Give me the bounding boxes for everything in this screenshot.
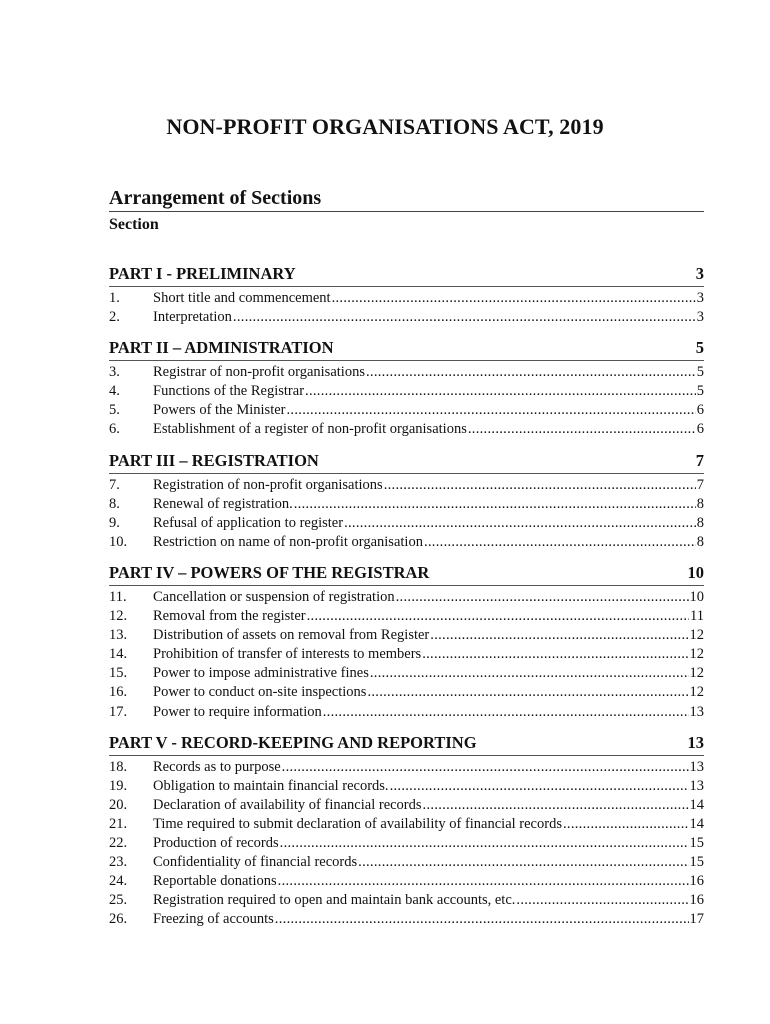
part-heading-row xyxy=(109,264,704,287)
section-title: Refusal of application to register xyxy=(153,514,344,531)
toc-entry[interactable] xyxy=(109,872,704,891)
toc-entry[interactable] xyxy=(109,910,704,929)
section-number: 19. xyxy=(109,777,128,794)
section-page-number: 10 xyxy=(689,588,704,605)
section-number: 24. xyxy=(109,873,128,890)
section-title: Power to require information xyxy=(153,703,322,720)
toc-part xyxy=(109,563,704,722)
section-title: Functions of the Registrar xyxy=(153,383,305,400)
section-number: 5. xyxy=(109,402,120,419)
dot-leader xyxy=(307,607,689,626)
dot-leader xyxy=(370,664,689,683)
part-heading-row xyxy=(109,563,704,586)
dot-leader xyxy=(367,683,688,702)
section-number: 12. xyxy=(109,608,128,625)
section-title: Reportable donations xyxy=(153,873,277,890)
dot-leader xyxy=(278,872,689,891)
section-title: Declaration of availability of financial records xyxy=(153,796,422,813)
section-title: Short title and commencement xyxy=(153,290,331,306)
toc-entry[interactable] xyxy=(109,607,704,626)
section-number: 8. xyxy=(109,495,120,512)
section-page-number: 7 xyxy=(696,476,704,493)
section-title: Establishment of a register of non-profit organisations xyxy=(153,421,467,438)
section-page-number: 13 xyxy=(689,758,704,775)
section-number: 6. xyxy=(109,421,120,438)
section-number: 10. xyxy=(109,533,128,550)
section-title: Power to conduct on-site inspections xyxy=(153,684,367,701)
dot-leader xyxy=(468,420,696,439)
section-number: 18. xyxy=(109,758,128,775)
section-number: 3. xyxy=(109,364,120,381)
section-title: Registrar of non-profit organisations xyxy=(153,364,365,381)
section-number: 9. xyxy=(109,514,120,531)
part-page-number: 13 xyxy=(687,732,704,752)
dot-leader xyxy=(344,514,696,533)
dot-leader xyxy=(280,834,689,853)
section-number: 11. xyxy=(109,588,127,605)
section-page-number: 17 xyxy=(689,911,704,928)
table-of-contents xyxy=(109,264,704,940)
dot-leader xyxy=(563,815,689,834)
section-number: 14. xyxy=(109,646,128,663)
dot-leader xyxy=(233,308,696,327)
section-page-number: 12 xyxy=(689,684,704,701)
section-page-number: 14 xyxy=(689,815,704,832)
toc-entry[interactable] xyxy=(109,664,704,683)
toc-entry[interactable] xyxy=(109,815,704,834)
section-number: 17. xyxy=(109,703,128,720)
section-title: Records as to purpose xyxy=(153,758,281,775)
section-page-number: 6 xyxy=(696,421,704,438)
toc-part xyxy=(109,451,704,552)
toc-entry[interactable] xyxy=(109,420,704,439)
section-page-number: 3 xyxy=(696,290,704,306)
section-page-number: 3 xyxy=(696,309,704,326)
dot-leader xyxy=(332,289,696,308)
section-title: Cancellation or suspension of registration xyxy=(153,588,395,605)
section-number: 22. xyxy=(109,834,128,851)
dot-leader xyxy=(422,645,688,664)
section-title: Registration of non-profit organisations xyxy=(153,476,383,493)
section-page-number: 5 xyxy=(696,364,704,381)
toc-entry[interactable] xyxy=(109,626,704,645)
section-number: 26. xyxy=(109,911,128,928)
toc-entry[interactable] xyxy=(109,495,704,514)
dot-leader xyxy=(358,853,688,872)
section-title: Time required to submit declaration of availability of financial records xyxy=(153,815,562,832)
part-heading-row xyxy=(109,338,704,361)
toc-entry[interactable] xyxy=(109,382,704,401)
dot-leader xyxy=(294,495,696,514)
toc-entry[interactable] xyxy=(109,834,704,853)
section-page-number: 8 xyxy=(696,533,704,550)
toc-entry[interactable] xyxy=(109,401,704,420)
section-title: Renewal of registration. xyxy=(153,495,293,512)
dot-leader xyxy=(423,796,689,815)
part-heading: PART III – REGISTRATION xyxy=(109,450,319,470)
dot-leader xyxy=(287,401,696,420)
toc-entry[interactable] xyxy=(109,514,704,533)
section-title: Removal from the register xyxy=(153,608,306,625)
section-title: Production of records xyxy=(153,834,279,851)
section-page-number: 16 xyxy=(689,892,704,909)
part-page-number: 3 xyxy=(695,264,704,283)
toc-entry[interactable] xyxy=(109,476,704,495)
section-page-number: 15 xyxy=(689,834,704,851)
dot-leader xyxy=(396,588,689,607)
section-title: Freezing of accounts xyxy=(153,911,274,928)
section-title: Registration required to open and maintain bank accounts, etc. xyxy=(153,892,516,909)
section-page-number: 11 xyxy=(690,608,704,625)
part-heading-row xyxy=(109,733,704,756)
section-number: 20. xyxy=(109,796,128,813)
section-page-number: 8 xyxy=(696,495,704,512)
toc-entry[interactable] xyxy=(109,289,704,308)
section-column-label: Section xyxy=(109,216,159,233)
section-page-number: 16 xyxy=(689,873,704,890)
section-number: 25. xyxy=(109,892,128,909)
document-title: NON-PROFIT ORGANISATIONS ACT, 2019 xyxy=(166,114,604,139)
toc-entry[interactable] xyxy=(109,758,704,777)
section-page-number: 12 xyxy=(689,646,704,663)
dot-leader xyxy=(430,626,688,645)
section-number: 1. xyxy=(109,290,120,306)
section-page-number: 5 xyxy=(696,383,704,400)
dot-leader xyxy=(275,910,689,929)
section-number: 2. xyxy=(109,309,120,326)
section-page-number: 14 xyxy=(689,796,704,813)
part-page-number: 7 xyxy=(695,450,704,470)
toc-part xyxy=(109,733,704,930)
part-heading-row xyxy=(109,451,704,474)
dot-leader xyxy=(282,758,689,777)
section-title: Powers of the Minister xyxy=(153,402,286,419)
section-page-number: 13 xyxy=(689,703,704,720)
dot-leader xyxy=(390,777,689,796)
section-title: Confidentiality of financial records xyxy=(153,854,358,871)
toc-entry[interactable] xyxy=(109,796,704,815)
dot-leader xyxy=(366,363,696,382)
dot-leader xyxy=(384,476,696,495)
part-heading: PART IV – POWERS OF THE REGISTRAR xyxy=(109,562,430,582)
section-number: 15. xyxy=(109,665,128,682)
dot-leader xyxy=(516,891,688,910)
part-heading: PART V - RECORD-KEEPING AND REPORTING xyxy=(109,732,477,752)
toc-entry[interactable] xyxy=(109,853,704,872)
toc-entry[interactable] xyxy=(109,891,704,910)
dot-leader xyxy=(323,703,689,722)
toc-entry[interactable] xyxy=(109,533,704,552)
section-page-number: 8 xyxy=(696,514,704,531)
part-heading: PART I - PRELIMINARY xyxy=(109,264,296,283)
toc-entry[interactable] xyxy=(109,308,704,327)
part-page-number: 5 xyxy=(695,338,704,358)
arrangement-heading: Arrangement of Sections xyxy=(109,187,704,212)
section-page-number: 15 xyxy=(689,854,704,871)
section-number: 13. xyxy=(109,627,128,644)
toc-entry[interactable] xyxy=(109,703,704,722)
toc-part xyxy=(109,338,704,439)
section-page-number: 12 xyxy=(689,665,704,682)
toc-entry[interactable] xyxy=(109,777,704,796)
section-title: Distribution of assets on removal from Register xyxy=(153,627,430,644)
section-page-number: 13 xyxy=(689,777,704,794)
section-number: 4. xyxy=(109,383,120,400)
section-title: Power to impose administrative fines xyxy=(153,665,369,682)
dot-leader xyxy=(424,533,696,552)
section-number: 21. xyxy=(109,815,128,832)
toc-entry[interactable] xyxy=(109,363,704,382)
section-number: 7. xyxy=(109,476,120,493)
section-number: 23. xyxy=(109,854,128,871)
toc-entry[interactable] xyxy=(109,645,704,664)
part-heading: PART II – ADMINISTRATION xyxy=(109,338,334,358)
section-title: Prohibition of transfer of interests to members xyxy=(153,646,422,663)
dot-leader xyxy=(305,382,696,401)
section-number: 16. xyxy=(109,684,128,701)
section-title: Restriction on name of non-profit organisation xyxy=(153,533,423,550)
toc-part xyxy=(109,264,704,327)
section-page-number: 6 xyxy=(696,402,704,419)
section-title: Obligation to maintain financial records. xyxy=(153,777,389,794)
section-page-number: 12 xyxy=(689,627,704,644)
part-page-number: 10 xyxy=(687,562,704,582)
toc-entry[interactable] xyxy=(109,588,704,607)
section-title: Interpretation xyxy=(153,309,232,326)
toc-entry[interactable] xyxy=(109,683,704,702)
